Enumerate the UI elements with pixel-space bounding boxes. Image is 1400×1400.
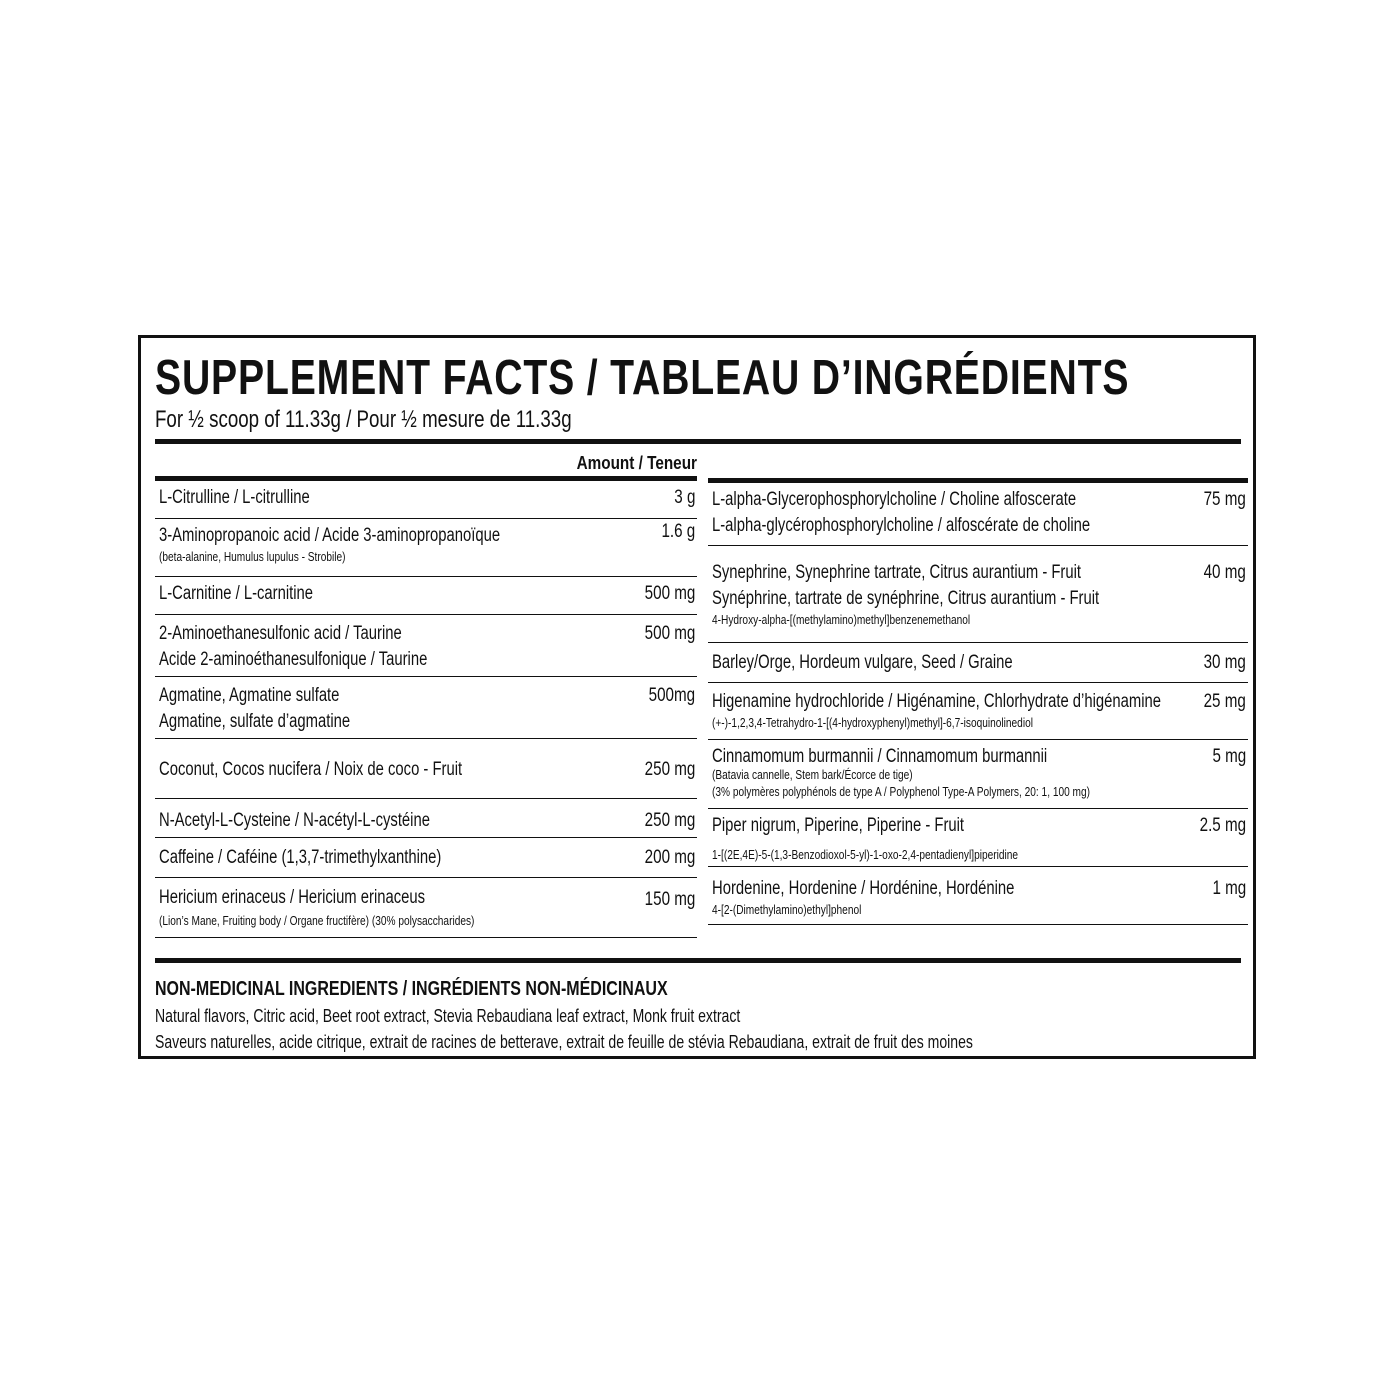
left-ingredient-column [155,448,697,938]
ingredient-name: L-alpha-glycérophosphorylcholine / alfoscérate de choline [712,515,1091,536]
ingredient-name: Hordenine, Hordenine / Hordénine, Hordénine [712,878,1015,899]
ingredient-row [708,643,1248,683]
ingredient-row [155,838,697,878]
ingredient-name: Synéphrine, tartrate de synéphrine, Citrus aurantium - Fruit [712,588,1100,609]
ingredient-row [155,677,697,739]
ingredient-detail: 4-Hydroxy-alpha-[(methylamino)methyl]benzenemethanol [712,612,971,627]
ingredient-amount: 75 mg [1203,489,1246,510]
ingredient-row [155,615,697,677]
ingredient-amount: 3 g [673,487,695,508]
ingredient-row [708,683,1248,740]
ingredient-row [708,483,1248,546]
amount-header: Amount / Teneur [576,453,697,473]
ingredient-name: Agmatine, sulfate d’agmatine [159,711,351,732]
ingredient-row [708,867,1248,925]
ingredient-row [708,809,1248,867]
ingredient-name: 3-Aminopropanoic acid / Acide 3-aminopropanoïque [159,525,501,546]
ingredient-detail: (Lion’s Mane, Fruiting body / Organe fructifère) (30% polysaccharides) [159,913,475,928]
ingredient-name: Cinnamomum burmannii / Cinnamomum burmannii [712,746,1048,767]
ingredient-amount: 250 mg [644,759,695,780]
non-medicinal-divider [155,958,1241,963]
ingredient-amount: 500 mg [644,583,695,604]
ingredient-row [155,739,697,799]
ingredient-name: Caffeine / Caféine (1,3,7-trimethylxanthine) [159,847,442,868]
ingredient-amount: 1 mg [1212,878,1246,899]
ingredient-amount: 500mg [648,685,695,706]
ingredient-name: Coconut, Cocos nucifera / Noix de coco - Fruit [159,759,463,780]
ingredient-detail: (beta-alanine, Humulus lupulus - Strobile) [159,549,346,564]
supplement-facts-panel [138,335,1256,1059]
ingredient-name: Synephrine, Synephrine tartrate, Citrus aurantium - Fruit [712,562,1082,583]
ingredient-amount: 500 mg [644,623,695,644]
ingredient-row [155,799,697,838]
ingredient-row [708,740,1248,809]
title-divider [155,439,1241,444]
ingredient-detail: (Batavia cannelle, Stem bark/Écorce de tige) [712,767,913,782]
ingredient-name: Agmatine, Agmatine sulfate [159,685,340,706]
ingredient-detail: (3% polymères polyphénols de type A / Polyphenol Type-A Polymers, 20: 1, 100 mg) [712,784,1091,799]
ingredient-amount: 250 mg [644,810,695,831]
ingredient-amount: 25 mg [1203,691,1246,712]
ingredient-amount: 5 mg [1212,746,1246,767]
non-medicinal-section [155,975,1204,1055]
ingredient-name: L-alpha-Glycerophosphorylcholine / Choline alfoscerate [712,489,1077,510]
ingredient-amount: 40 mg [1203,562,1246,583]
ingredient-name: Barley/Orge, Hordeum vulgare, Seed / Graine [712,652,1013,673]
right-ingredient-list [708,483,1248,925]
ingredient-name: 2-Aminoethanesulfonic acid / Taurine [159,623,402,644]
ingredient-name: Piper nigrum, Piperine, Piperine - Fruit [712,815,965,836]
ingredient-row [155,519,697,577]
ingredient-name: N-Acetyl-L-Cysteine / N-acétyl-L-cystéine [159,810,430,831]
ingredient-name: L-Citrulline / L-citrulline [159,487,310,508]
ingredient-amount: 150 mg [644,889,695,910]
ingredient-name: L-Carnitine / L-carnitine [159,583,314,604]
ingredient-row [155,481,697,519]
ingredient-row [155,577,697,615]
ingredient-amount: 1.6 g [661,521,695,542]
ingredient-row [708,546,1248,643]
ingredient-amount: 30 mg [1203,652,1246,673]
ingredient-name: Acide 2-aminoéthanesulfonique / Taurine [159,649,428,670]
left-ingredient-list [155,481,697,938]
ingredient-amount: 200 mg [644,847,695,868]
ingredient-detail: (+-)-1,2,3,4-Tetrahydro-1-[(4-hydroxyphenyl)methyl]-6,7-isoquinolinediol [712,715,1033,730]
panel-title: SUPPLEMENT FACTS / TABLEAU D’INGRÉDIENTS [155,351,1130,405]
ingredient-name: Higenamine hydrochloride / Higénamine, Chlorhydrate d’higénamine [712,691,1161,712]
ingredient-name: Hericium erinaceus / Hericium erinaceus [159,887,426,908]
non-medicinal-french: Saveurs naturelles, acide citrique, extrait de racines de betterave, extrait de feuille de stévia Rebaudiana, extrait de fruit des moines [155,1032,973,1052]
non-medicinal-heading: NON-MEDICINAL INGREDIENTS / INGRÉDIENTS NON-MÉDICINAUX [155,978,668,1000]
serving-size: For ½ scoop of 11.33g / Pour ½ mesure de 11.33g [155,406,572,433]
ingredient-detail: 4-[2-(Dimethylamino)ethyl]phenol [712,902,862,917]
non-medicinal-english: Natural flavors, Citric acid, Beet root extract, Stevia Rebaudiana leaf extract, Monk fruit extract [155,1006,741,1026]
ingredient-detail: 1-[(2E,4E)-5-(1,3-Benzodioxol-5-yl)-1-oxo-2,4-pentadienyl]piperidine [712,847,1019,862]
ingredient-amount: 2.5 mg [1199,815,1246,836]
ingredient-row [155,878,697,938]
right-ingredient-column [708,478,1248,925]
